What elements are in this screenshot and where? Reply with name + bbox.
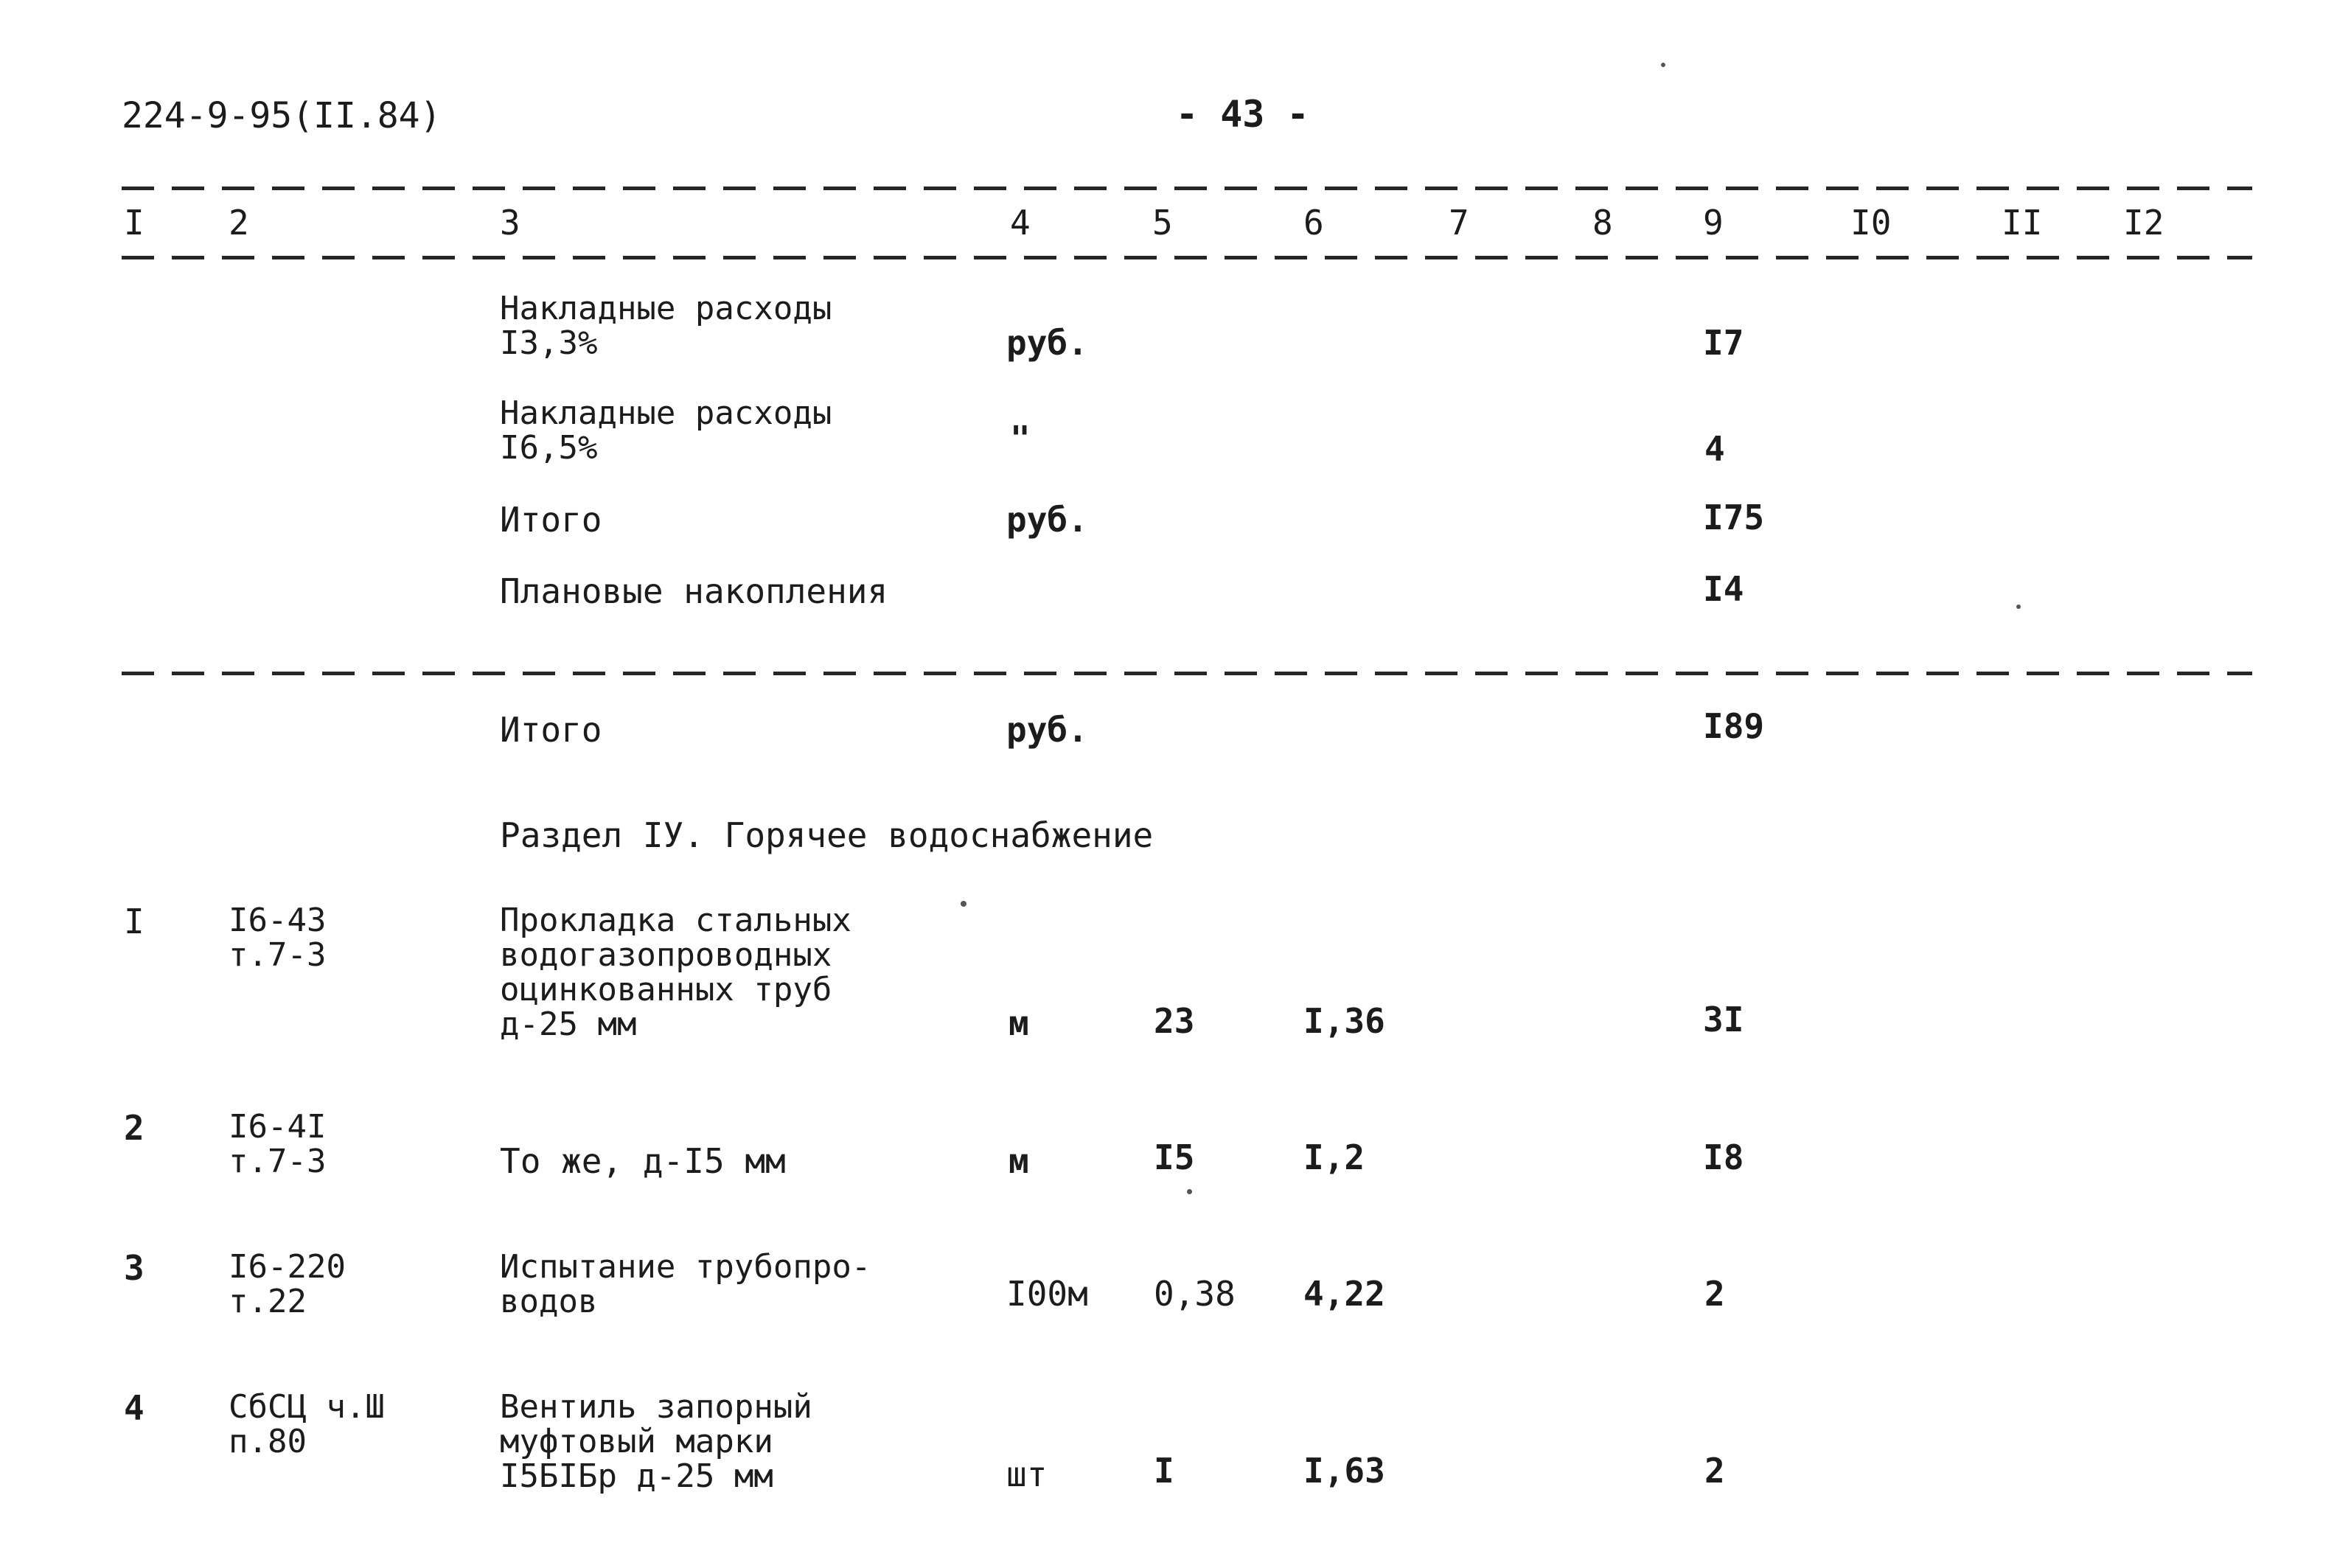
summary-unit: руб. <box>1006 323 1088 363</box>
column-header-10: I0 <box>1850 203 1892 243</box>
grand-total-value: I89 <box>1703 706 1765 746</box>
item-number: 2 <box>124 1108 144 1148</box>
item-number: 4 <box>124 1388 144 1428</box>
item-code: I6-4I т.7-3 <box>229 1108 327 1180</box>
column-header-8: 8 <box>1592 203 1613 243</box>
item-unit: м <box>1009 1003 1029 1043</box>
item-quantity: 23 <box>1154 1001 1195 1041</box>
item-code: I6-220 т.22 <box>229 1248 346 1320</box>
item-price: 4,22 <box>1303 1274 1385 1314</box>
item-code: СбСЦ ч.Ш п.80 <box>229 1388 385 1460</box>
item-total: 2 <box>1704 1451 1725 1491</box>
item-price: I,63 <box>1303 1451 1385 1491</box>
summary-unit: руб. <box>1006 500 1088 540</box>
column-header-6: 6 <box>1303 203 1324 243</box>
item-description: Вентиль запорный муфтовый марки I5БIБр д-25 мм <box>500 1388 812 1495</box>
page-number: - 43 - <box>1176 93 1309 136</box>
summary-total: I7 <box>1703 323 1744 363</box>
item-price: I,2 <box>1303 1137 1365 1177</box>
summary-label: Плановые накопления <box>500 571 888 611</box>
item-code: I6-43 т.7-3 <box>229 902 327 974</box>
summary-total: I75 <box>1703 498 1765 537</box>
item-number: 3 <box>124 1248 144 1288</box>
item-total: I8 <box>1703 1137 1744 1177</box>
table-top-rule <box>122 187 2252 190</box>
column-header-12: I2 <box>2123 203 2164 243</box>
scan-speck <box>961 901 966 907</box>
column-header-5: 5 <box>1152 203 1173 243</box>
scan-speck <box>1187 1189 1192 1194</box>
column-header-7: 7 <box>1449 203 1469 243</box>
scan-speck <box>1661 63 1665 67</box>
summary-label: Накладные расходы I3,3% <box>500 290 832 362</box>
item-total: 3I <box>1703 1000 1744 1039</box>
document-code: 224-9-95(II.84) <box>122 95 442 136</box>
summary-unit: " <box>1010 419 1031 459</box>
column-header-3: 3 <box>500 203 520 243</box>
item-quantity: 0,38 <box>1154 1274 1236 1314</box>
item-quantity: I <box>1154 1451 1174 1491</box>
summary-total: I4 <box>1703 569 1744 609</box>
column-header-1: I <box>124 203 144 243</box>
column-header-9: 9 <box>1703 203 1724 243</box>
column-header-11: II <box>2002 203 2043 243</box>
summary-label: Итого <box>500 500 602 540</box>
summary-label: Накладные расходы I6,5% <box>500 394 832 467</box>
item-description: То же, д-I5 мм <box>500 1141 786 1181</box>
grand-total-label: Итого <box>500 710 602 750</box>
table-header-rule <box>122 256 2252 259</box>
item-unit: I00м <box>1006 1274 1088 1314</box>
subtotal-rule <box>122 672 2252 675</box>
column-header-4: 4 <box>1010 203 1031 243</box>
item-unit: м <box>1009 1141 1029 1181</box>
item-description: Прокладка стальных водогазопроводных оцинкованных труб д-25 мм <box>500 902 851 1043</box>
summary-total: 4 <box>1704 429 1725 469</box>
item-number: I <box>124 902 144 941</box>
item-quantity: I5 <box>1154 1137 1195 1177</box>
item-unit: шт <box>1006 1454 1048 1494</box>
item-price: I,36 <box>1303 1001 1385 1041</box>
column-header-2: 2 <box>229 203 249 243</box>
grand-total-unit: руб. <box>1006 710 1088 750</box>
item-total: 2 <box>1704 1274 1725 1314</box>
section-title: Раздел IУ. Горячее водоснабжение <box>500 815 1154 855</box>
item-description: Испытание трубопро- водов <box>500 1248 871 1320</box>
scan-speck <box>2016 604 2021 609</box>
